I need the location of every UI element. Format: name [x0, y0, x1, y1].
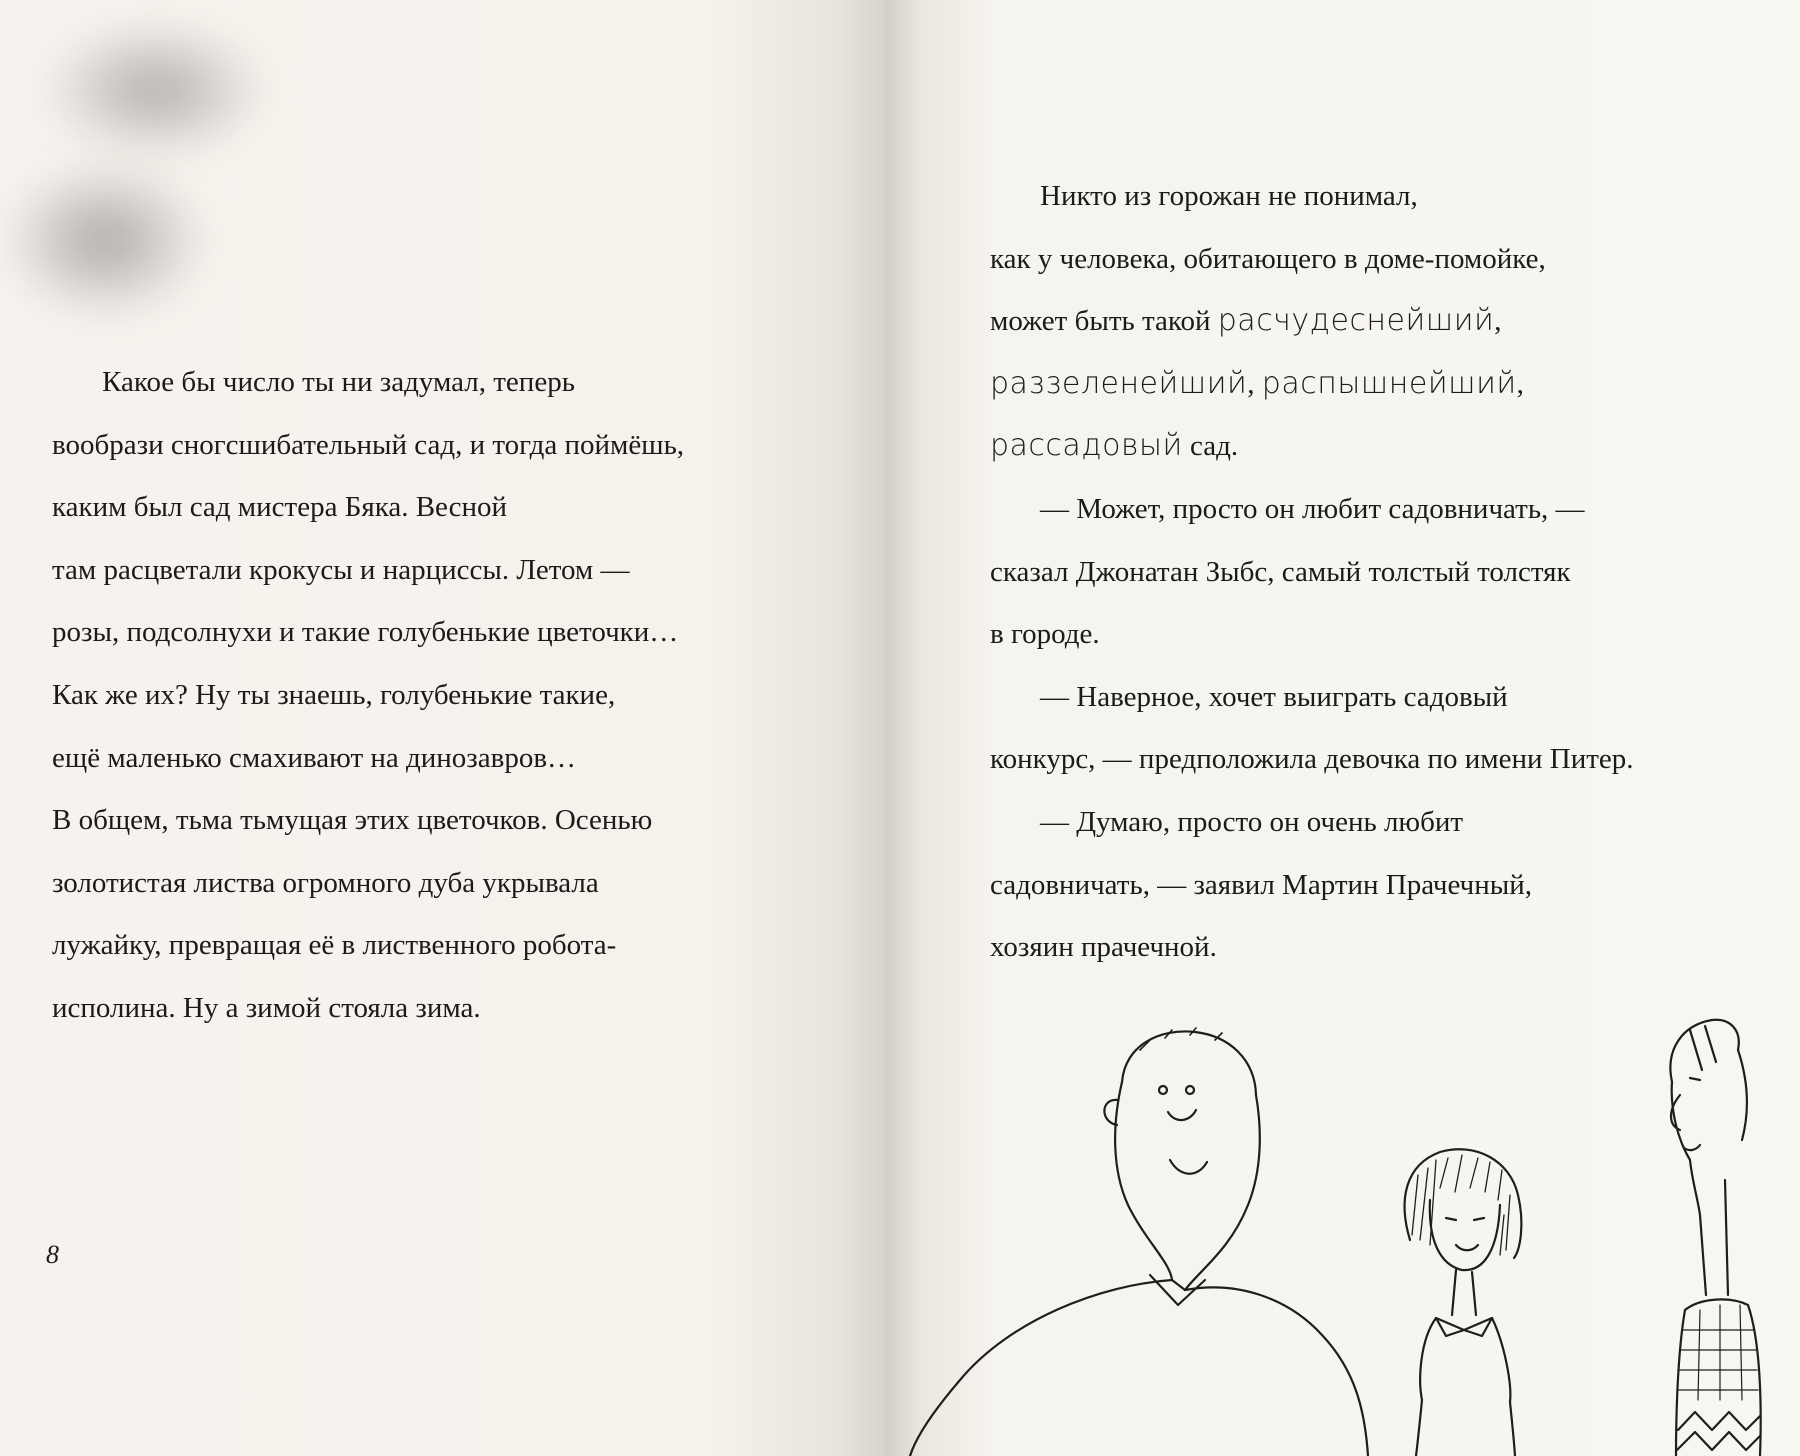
- big-man-body-right: [1185, 1287, 1368, 1456]
- text-fragment: может быть такой: [990, 305, 1218, 338]
- big-man-figure: [910, 1028, 1368, 1456]
- big-man-chin-smile: [1170, 1160, 1207, 1174]
- text-line: Какое бы число ты ни задумал, теперь: [102, 366, 575, 398]
- big-man-smile: [1168, 1110, 1196, 1120]
- text-line: Никто из горожан не понимал,: [1040, 180, 1418, 212]
- text-line: садовничать, — заявил Мартин Прачечный,: [990, 868, 1533, 901]
- text-line: как у человека, обитающего в доме-помойке,: [990, 242, 1546, 275]
- text-line: хозяин прачечной.: [990, 931, 1217, 964]
- girl-eye: [1446, 1218, 1484, 1220]
- big-man-body: [910, 1280, 1172, 1456]
- text-line: ещё маленько смахивают на динозавров…: [52, 741, 577, 774]
- text-fragment: ,: [1516, 367, 1524, 400]
- big-man-eye: [1159, 1086, 1167, 1094]
- girl-face: [1430, 1200, 1500, 1270]
- big-man-head: [1115, 1082, 1260, 1290]
- handwritten-word: расчудеснейший: [1217, 303, 1495, 339]
- handwritten-word: распышнейший: [1261, 365, 1517, 401]
- tall-man-sweater: [1676, 1299, 1761, 1456]
- text-line: золотистая листва огромного дуба укрывала: [52, 866, 599, 899]
- text-line: там расцветали крокусы и нарциссы. Летом —: [52, 553, 630, 586]
- tall-man-mouth: [1684, 1145, 1700, 1150]
- tall-man-zigzag: [1677, 1432, 1760, 1450]
- text-line: каким был сад мистера Бяка. Весной: [52, 491, 508, 524]
- girl-arm: [1416, 1400, 1515, 1456]
- text-line: в городе.: [990, 618, 1100, 651]
- page-number: 8: [46, 1240, 59, 1269]
- big-man-collar: [1150, 1275, 1205, 1305]
- tall-man-zigzag: [1678, 1412, 1760, 1430]
- tall-man-head: [1672, 1050, 1747, 1215]
- text-fragment: ,: [1494, 305, 1502, 338]
- text-line: — Думаю, просто он очень любит: [1040, 805, 1464, 838]
- text-line: конкурс, — предположила девочка по имени Питер.: [990, 743, 1634, 776]
- text-line: исполина. Ну а зимой стояла зима.: [52, 991, 481, 1024]
- girl-hair: [1405, 1149, 1522, 1258]
- text-line: вообрази сногсшибательный сад, и тогда поймёшь,: [52, 428, 685, 461]
- tall-man-eye: [1690, 1078, 1700, 1080]
- text-line: лужайку, превращая её в лиственного робота-: [52, 929, 617, 962]
- tall-man-sweater-pattern: [1679, 1305, 1758, 1400]
- big-man-eye: [1186, 1086, 1194, 1094]
- text-line: — Наверное, хочет выиграть садовый: [1040, 680, 1508, 713]
- girl-neck: [1452, 1270, 1476, 1315]
- text-fragment: сад.: [1182, 430, 1239, 463]
- text-fragment: ,: [1247, 367, 1262, 400]
- girl-figure: [1405, 1149, 1522, 1456]
- text-line: сказал Джонатан Зыбс, самый толстый толстяк: [990, 555, 1571, 588]
- tall-man-hair: [1670, 1020, 1738, 1082]
- text-line: В общем, тьма тьмущая этих цветочков. Осенью: [52, 804, 653, 837]
- handwritten-word: рассадовый: [990, 428, 1183, 464]
- handwritten-word: раззеленейший: [990, 365, 1248, 401]
- girl-collar: [1436, 1318, 1492, 1336]
- tall-man-neck: [1700, 1180, 1728, 1295]
- text-line: розы, подсолнухи и такие голубенькие цветочки…: [52, 616, 679, 649]
- text-line: Как же их? Ну ты знаешь, голубенькие такие,: [52, 678, 616, 711]
- tall-man-figure: [1670, 1020, 1760, 1456]
- girl-smile: [1456, 1245, 1478, 1250]
- text-line: — Может, просто он любит садовничать, —: [1040, 492, 1585, 525]
